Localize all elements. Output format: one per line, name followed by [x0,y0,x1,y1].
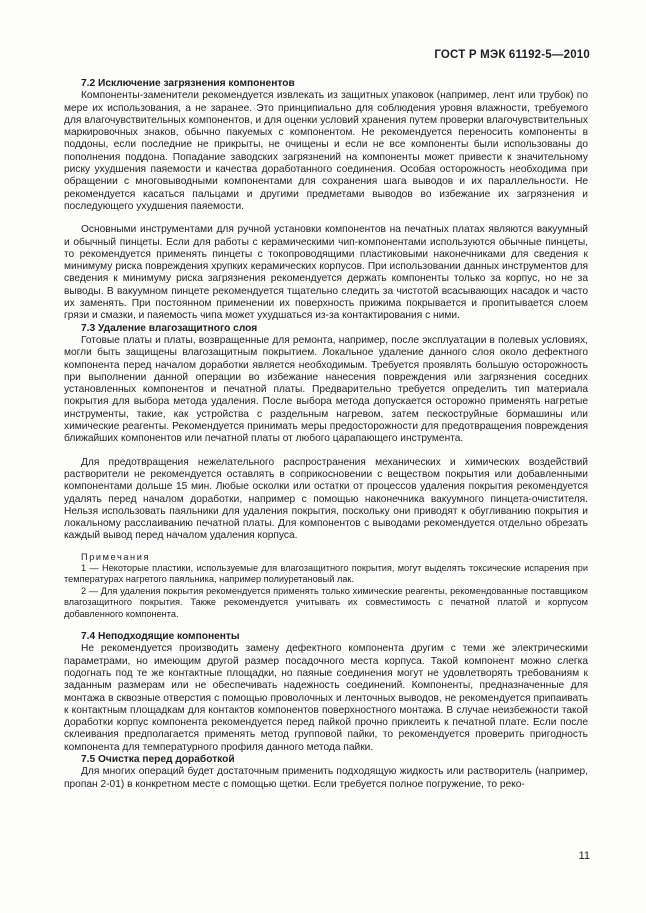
section-7-3-paragraph-2: Для предотвращения нежелательного распространения механических и химических воздействий растворители не рекомендуется оставлять в соприкосновении с веществом покрытия или добавленными компонентами дольше 15 мин. Любые осколки или остатки от процессов удаления покрытия рекомендуется удалять перед началом доработки, например с помощью наконечника вакуумного пинцета-очистителя. Нельзя использовать паяльники для удаления покрытия, поскольку они приводят к обугливанию покрытия и локальному расслаиванию печатной платы. Для компонентов с выводами рекомендуется отдельно обрезать каждый вывод перед началом удаления корпуса. [64,456,588,542]
section-7-4-heading: 7.4 Неподходящие компоненты [81,631,240,643]
section-7-2-paragraph-2: Основными инструментами для ручной установки компонентов на печатных платах являются вакуумный и обычный пинцеты. Если для работы с керамическими чип-компонентами используются обычные пинцеты, то рекомендуется применять пинцеты с токопроводящими пластиковыми наконечниками для сведения к минимуму риска повреждения хрупких керамических корпусов. При использовании данных инструментов для сведения к минимуму риска загрязнения рекомендуется держать компоненты только за корпус, но не за выводы. В вакуумном пинцете рекомендуется тщательно следить за чистотой всасывающих насадок и часто их заменять. При постоянном применении их поверхность прижима покрывается и пропитывается слоем грязи и смазки, и паяемость чипа может ухудшаться из-за контактирования с ними. [64,224,588,322]
note-2: 2 — Для удаления покрытия рекомендуется применять только химические реагенты, рекомендованные поставщиком влагозащитного покрытия. Также рекомендуется учитывать их совместимость с печатной платой и корпусом добавленного компонента. [64,585,588,619]
section-7-3-heading: 7.3 Удаление влагозащитного слоя [81,322,258,334]
note-1: 1 — Некоторые пластики, используемые для влагозащитного покрытия, могут выделять токсические испарения при температурах нагретого паяльника, например полиуретановый лак. [64,562,588,585]
section-7-2-paragraph-1: Компоненты-заменители рекомендуется извлекать из защитных упаковок (например, лент или трубок) по мере их использования, а не заранее. Это принципиально для соблюдения уровня влажности, требуемого для влагочувствительных компонентов, и для оценки условий хранения путем проверки влагочувствительных маркировочных знаков, обычно пакуемых с компонентом. Не рекомендуется переносить компоненты в поддоны, если последние не прикрыты, не очищены и если не все компоненты были использованы до пополнения поддона. Попадание заводских загрязнений на компоненты может привести к значительному риску ухудшения паяемости и качества доработанного соединения. Особая осторожность необходима при обращении с многовыводными компонентами для сохранения шага выводов и их параллельности. Не рекомендуется касаться пальцами и другими предметами выводов во избежание их загрязнения и последующего ухудшения паяемости. [64,90,588,212]
page-number: 11 [578,850,590,862]
section-7-3-paragraph-1: Готовые платы и платы, возвращенные для ремонта, например, после эксплуатации в полевых условиях, могли быть защищены влагозащитным покрытием. Локальное удаление данного слоя около дефектного компонента перед началом доработки является необходимым. Требуется проявлять большую осторожность при выполнении данной операции во избежание нанесения повреждения или загрязнения соседних установленных компонентов и печатной платы. Предварительно требуется определить тип материала покрытия для выбора метода удаления. После выбора метода допускается осторожно применять нагретые инструменты, такие, как устройства с раздельным нагревом, затем пескоструйные бормашины или химические реагенты. Рекомендуется принимать меры предосторожности для предотвращения повреждения ближайших компонентов или печатной платы от любого царапающего инструмента. [64,334,588,445]
section-7-2-heading: 7.2 Исключение загрязнения компонентов [81,78,295,89]
section-7-5-paragraph-1: Для многих операций будет достаточным применить подходящую жидкость или растворитель (например, пропан 2-01) в конкретном месте с помощью щетки. Если требуется полное погружение, то реко- [64,766,588,790]
standard-header: ГОСТ Р МЭК 61192-5—2010 [434,49,590,61]
document-body [64,78,588,791]
notes-title: Примечания [81,551,151,562]
section-7-5-heading: 7.5 Очистка перед доработкой [81,753,235,765]
section-7-4-paragraph-1: Не рекомендуется производить замену дефектного компонента другим с теми же электрическими параметрами, но имеющим другой размер посадочного места корпуса. Такой компонент можно слегка подогнать под те же контактные площадки, но паяные соединения могут не удовлетворять требованиям к заданным размерам или не обеспечивать надежность соединений. Компоненты, предназначенные для монтажа в сквозные отверстия с помощью проволочных и ленточных выводов, не рекомендуется припаивать к контактным площадкам для контактов компонентов поверхностного монтажа. В случае неизбежности такой доработки корпус компонента рекомендуется перед пайкой прочно приклеить к печатной плате. Если после склеивания предполагается применять метод групповой пайки, то рекомендуется проверить пригодность компонента для температурного профиля данного метода пайки. [64,643,588,753]
